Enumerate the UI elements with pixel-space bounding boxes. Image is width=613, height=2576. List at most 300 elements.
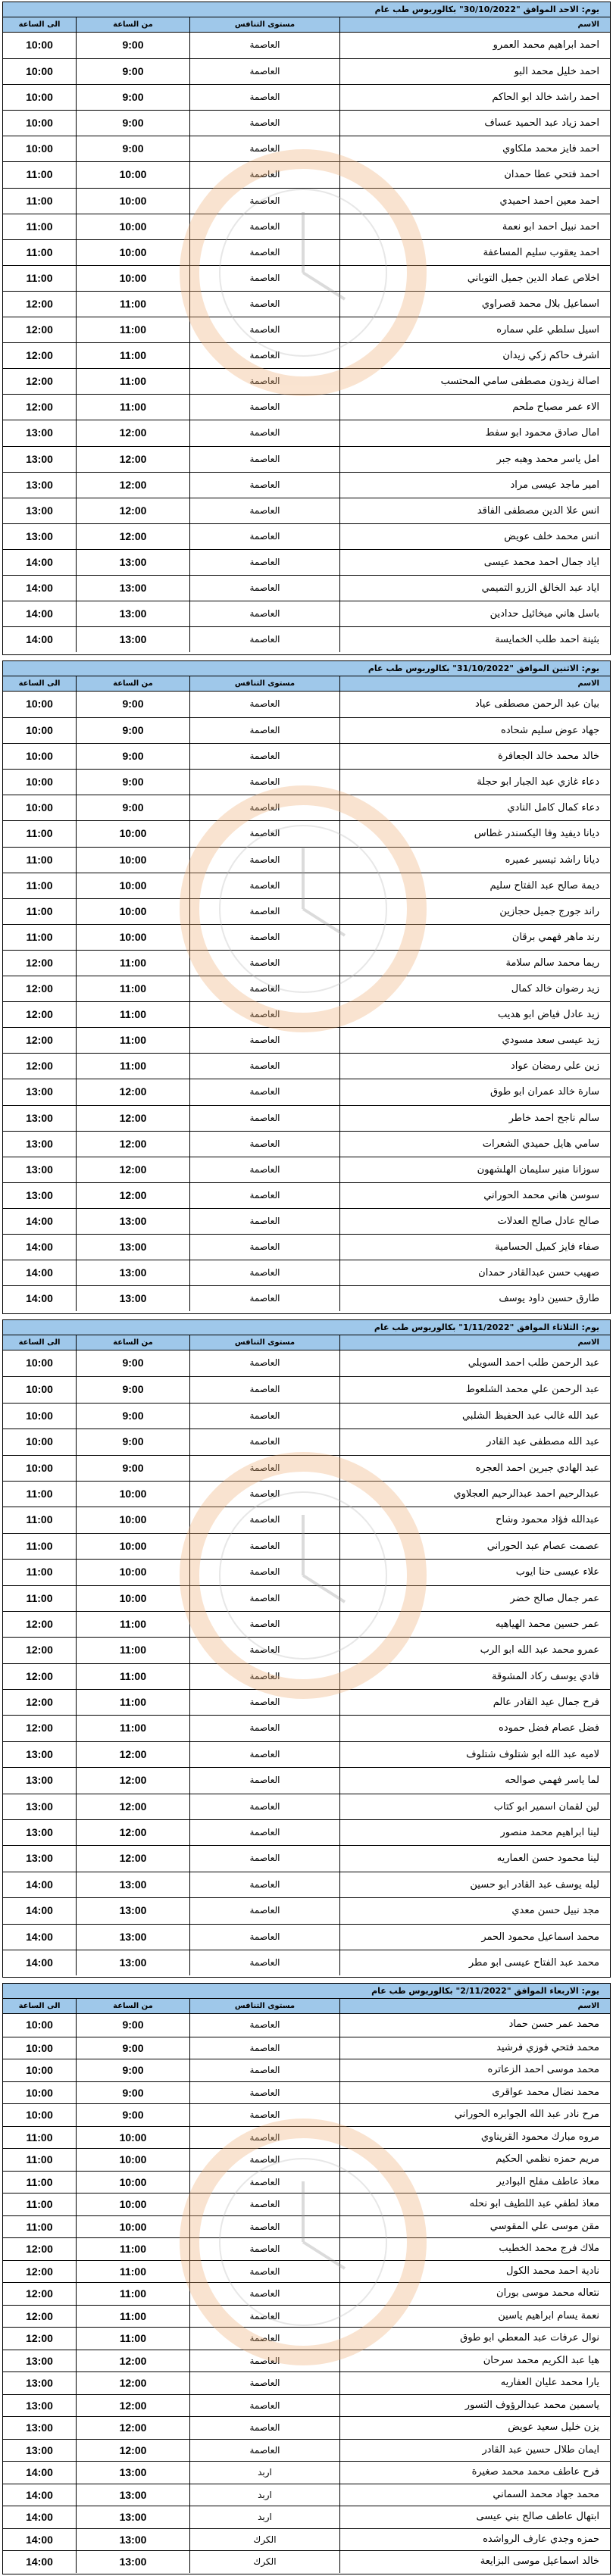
schedule-tuesday — [2, 1319, 611, 1978]
cell-from-time: 9:00 — [76, 33, 189, 58]
cell-level: العاصمة — [189, 2440, 339, 2462]
cell-name: رند ماهر فهمي برقان — [339, 925, 610, 950]
cell-level: العاصمة — [189, 899, 339, 924]
table-row — [3, 873, 610, 898]
cell-name: انس علا الدين مصطفى الفاقد — [339, 498, 610, 523]
cell-name: محمد عمر حسن حماد — [339, 2014, 610, 2037]
cell-to-time: 10:00 — [26, 698, 53, 710]
cell-level: العاصمة — [189, 2149, 339, 2171]
cell-name: مرح نادر عبد الله الجوابره الحوراني — [339, 2104, 610, 2126]
cell-level: العاصمة — [189, 2328, 339, 2350]
table-row — [3, 820, 610, 846]
cell-name: يزن خليل سعيد عويض — [339, 2417, 610, 2439]
cell-name: امير ماجد عيسى مراد — [339, 473, 610, 498]
cell-from-time: 10:00 — [76, 189, 189, 214]
cell-from-time: 12:00 — [76, 473, 189, 498]
cell-from-time: 12:00 — [76, 1183, 189, 1208]
cell-to-time: 13:00 — [26, 2443, 53, 2456]
table-row — [3, 2171, 610, 2194]
cell-to-time: 12:00 — [26, 2332, 53, 2344]
table-row — [3, 2126, 610, 2149]
cell-to-time: 12:00 — [26, 982, 53, 995]
cell-to-time: 11:00 — [26, 1539, 53, 1552]
cell-level: العاصمة — [189, 420, 339, 445]
cell-level: العاصمة — [189, 2082, 339, 2104]
cell-name: احمد نبيل احمد ابو نعمة — [339, 214, 610, 239]
cell-from-time: 12:00 — [76, 447, 189, 472]
cell-from-time: 11:00 — [76, 1716, 189, 1741]
cell-from-time: 11:00 — [76, 2328, 189, 2350]
cell-from-time: 10:00 — [76, 925, 189, 950]
table-row — [3, 1350, 610, 1376]
cell-to-time: 10:00 — [26, 1357, 53, 1369]
cell-name: هيا عبد الكريم محمد سرحان — [339, 2350, 610, 2372]
cell-level: العاصمة — [189, 240, 339, 265]
cell-level: العاصمة — [189, 1183, 339, 1208]
cell-level: العاصمة — [189, 2104, 339, 2126]
cell-to-time: 10:00 — [26, 1461, 53, 1474]
cell-to-time: 10:00 — [26, 750, 53, 763]
cell-level: العاصمة — [189, 1404, 339, 1429]
cell-from-time: 9:00 — [76, 1429, 189, 1454]
cell-from-time: 10:00 — [76, 214, 189, 239]
cell-from-time: 13:00 — [76, 1872, 189, 1897]
cell-from-time: 13:00 — [76, 2506, 189, 2528]
cell-from-time: 9:00 — [76, 744, 189, 769]
cell-level: العاصمة — [189, 1898, 339, 1923]
cell-name: محمد نضال محمد عواقرى — [339, 2082, 610, 2104]
cell-to-time: 13:00 — [26, 1188, 53, 1201]
cell-name: اياد عبد الخالق الزرو التميمي — [339, 576, 610, 601]
table-row — [3, 1611, 610, 1637]
table-row — [3, 1376, 610, 1402]
cell-level: العاصمة — [189, 1209, 339, 1234]
table-row — [3, 1794, 610, 1819]
cell-level: اربد — [189, 2462, 339, 2484]
cell-to-time: 10:00 — [26, 39, 53, 51]
table-row — [3, 626, 610, 652]
cell-level: العاصمة — [189, 2417, 339, 2439]
cell-to-time: 12:00 — [26, 2243, 53, 2255]
cell-to-time: 14:00 — [26, 1904, 53, 1917]
cell-level: العاصمة — [189, 343, 339, 368]
cell-name: امال صادق محمود ابو سفط — [339, 420, 610, 445]
cell-to-time: 13:00 — [26, 529, 53, 542]
cell-level: العاصمة — [189, 1612, 339, 1637]
cell-from-time: 11:00 — [76, 395, 189, 420]
table-row — [3, 2305, 610, 2328]
cell-name: ديانا ديفيد وفا اليكسندر غطاس — [339, 821, 610, 846]
cell-to-time: 13:00 — [26, 478, 53, 491]
cell-level: العاصمة — [189, 2306, 339, 2328]
cell-from-time: 13:00 — [76, 1235, 189, 1260]
cell-name: ابتهال عاطف صالح بني عيسى — [339, 2506, 610, 2528]
cell-from-time: 11:00 — [76, 317, 189, 342]
cell-to-time: 12:00 — [26, 349, 53, 362]
cell-name: سوسن هاني محمد الحوراني — [339, 1183, 610, 1208]
table-row — [3, 1637, 610, 1663]
table-row — [3, 2014, 610, 2037]
col-level: مستوى التنافس — [189, 1335, 339, 1350]
table-row — [3, 58, 610, 84]
table-row — [3, 2484, 610, 2506]
cell-from-time: 9:00 — [76, 718, 189, 743]
cell-from-time: 9:00 — [76, 85, 189, 110]
cell-from-time: 13:00 — [76, 2529, 189, 2551]
cell-from-time: 13:00 — [76, 601, 189, 626]
cell-to-time: 13:00 — [26, 1852, 53, 1865]
cell-from-time: 13:00 — [76, 1950, 189, 1975]
table-row — [3, 1403, 610, 1429]
cell-level: العاصمة — [189, 292, 339, 317]
table-row — [3, 898, 610, 924]
cell-from-time: 10:00 — [76, 873, 189, 898]
column-headers — [3, 17, 610, 33]
cell-to-time: 14:00 — [26, 1878, 53, 1891]
cell-level: العاصمة — [189, 2172, 339, 2194]
cell-name: خالد محمد خالد الجعافرة — [339, 744, 610, 769]
schedule-header — [3, 2, 610, 33]
cell-to-time: 10:00 — [26, 776, 53, 788]
cell-from-time: 9:00 — [76, 2014, 189, 2037]
cell-to-time: 14:00 — [26, 633, 53, 646]
cell-level: العاصمة — [189, 1079, 339, 1104]
cell-level: العاصمة — [189, 1456, 339, 1481]
cell-from-time: 13:00 — [76, 1286, 189, 1311]
col-name: الاسم — [339, 17, 610, 33]
cell-from-time: 12:00 — [76, 1079, 189, 1104]
table-row — [3, 847, 610, 873]
table-row — [3, 446, 610, 472]
col-level: مستوى التنافس — [189, 17, 339, 33]
cell-from-time: 9:00 — [76, 795, 189, 820]
cell-from-time: 12:00 — [76, 1132, 189, 1157]
cell-from-time: 9:00 — [76, 2059, 189, 2081]
cell-to-time: 10:00 — [26, 2109, 53, 2121]
cell-to-time: 12:00 — [26, 1644, 53, 1656]
cell-to-time: 14:00 — [26, 1214, 53, 1227]
cell-from-time: 10:00 — [76, 1586, 189, 1611]
table-row — [3, 110, 610, 136]
cell-to-time: 11:00 — [26, 879, 53, 891]
cell-name: ياسمين محمد عبدالرؤوف التسور — [339, 2395, 610, 2417]
table-row — [3, 2148, 610, 2171]
cell-level: الكرك — [189, 2551, 339, 2573]
cell-from-time: 9:00 — [76, 136, 189, 161]
cell-level: العاصمة — [189, 2037, 339, 2059]
table-row — [3, 2439, 610, 2462]
cell-name: محمد اسماعيل محمود الحمر — [339, 1925, 610, 1950]
cell-name: ديانا راشد تيسير عميره — [339, 848, 610, 873]
cell-level: العاصمة — [189, 1560, 339, 1585]
cell-level: العاصمة — [189, 718, 339, 743]
table-row — [3, 692, 610, 717]
cell-name: معاذ لطفي عبد اللطيف ابو نحله — [339, 2194, 610, 2215]
table-row — [3, 769, 610, 795]
schedule-header — [3, 1984, 610, 2014]
cell-level: العاصمة — [189, 1132, 339, 1157]
cell-level: العاصمة — [189, 2216, 339, 2238]
table-row — [3, 1182, 610, 1208]
table-row — [3, 1872, 610, 1897]
cell-to-time: 14:00 — [26, 2533, 53, 2546]
cell-to-time: 12:00 — [26, 1617, 53, 1630]
table-row — [3, 1208, 610, 1234]
table-row — [3, 1507, 610, 1532]
cell-level: العاصمة — [189, 1429, 339, 1454]
cell-from-time: 11:00 — [76, 343, 189, 368]
cell-level: العاصمة — [189, 1872, 339, 1897]
cell-from-time: 11:00 — [76, 951, 189, 976]
table-row — [3, 549, 610, 575]
cell-from-time: 13:00 — [76, 1260, 189, 1285]
cell-to-time: 10:00 — [26, 1435, 53, 1448]
table-row — [3, 2506, 610, 2528]
cell-to-time: 13:00 — [26, 2377, 53, 2389]
table-row — [3, 1157, 610, 1182]
cell-level: العاصمة — [189, 601, 339, 626]
cell-name: مروه مبارك محمود القريناوي — [339, 2127, 610, 2149]
cell-from-time: 12:00 — [76, 1794, 189, 1819]
cell-name: عبد الرحمن طلب احمد السويلي — [339, 1350, 610, 1376]
cell-from-time: 10:00 — [76, 1560, 189, 1585]
cell-from-time: 11:00 — [76, 1054, 189, 1079]
cell-to-time: 11:00 — [26, 1591, 53, 1604]
table-row — [3, 2037, 610, 2059]
cell-level: العاصمة — [189, 1377, 339, 1402]
cell-to-time: 11:00 — [26, 168, 53, 181]
cell-name: لينا محمود حسن العماريه — [339, 1846, 610, 1871]
table-row — [3, 1950, 610, 1975]
cell-level: العاصمة — [189, 925, 339, 950]
cell-from-time: 9:00 — [76, 2037, 189, 2059]
cell-to-time: 11:00 — [26, 2198, 53, 2210]
cell-level: العاصمة — [189, 1925, 339, 1950]
cell-name: بثينة احمد طلب الخمايسة — [339, 627, 610, 652]
cell-to-time: 12:00 — [26, 375, 53, 388]
cell-to-time: 10:00 — [26, 724, 53, 737]
cell-name: ديمة صالح عبد الفتاح سليم — [339, 873, 610, 898]
table-row — [3, 33, 610, 58]
cell-level: العاصمة — [189, 1690, 339, 1715]
cell-level: العاصمة — [189, 2014, 339, 2037]
cell-level: العاصمة — [189, 1286, 339, 1311]
cell-level: العاصمة — [189, 1742, 339, 1767]
cell-to-time: 11:00 — [26, 930, 53, 943]
table-row — [3, 2327, 610, 2350]
cell-level: العاصمة — [189, 2059, 339, 2081]
day-title: يوم: الاربعاء الموافق "2/11/2022" بكالوريوس طب عام — [371, 1986, 599, 1996]
cell-to-time: 11:00 — [26, 194, 53, 207]
cell-to-time: 14:00 — [26, 1266, 53, 1279]
cell-level: العاصمة — [189, 162, 339, 187]
cell-level: العاصمة — [189, 795, 339, 820]
cell-name: صالح عادل صالح العدلات — [339, 1209, 610, 1234]
cell-level: العاصمة — [189, 395, 339, 420]
table-row — [3, 342, 610, 368]
cell-to-time: 13:00 — [26, 1085, 53, 1098]
schedule-wednesday — [2, 1983, 611, 2574]
cell-from-time: 13:00 — [76, 550, 189, 575]
cell-level: العاصمة — [189, 1235, 339, 1260]
column-headers — [3, 1335, 610, 1350]
cell-name: لما ياسر فهمي صوالحه — [339, 1768, 610, 1793]
cell-to-time: 11:00 — [26, 2220, 53, 2233]
cell-level: العاصمة — [189, 1157, 339, 1182]
cell-from-time: 11:00 — [76, 2306, 189, 2328]
cell-from-time: 11:00 — [76, 1612, 189, 1637]
cell-from-time: 13:00 — [76, 1898, 189, 1923]
cell-level: العاصمة — [189, 1534, 339, 1559]
table-row — [3, 161, 610, 187]
cell-to-time: 10:00 — [26, 117, 53, 130]
schedule-rows — [3, 2014, 610, 2573]
cell-name: فرح عاطف محمد محمد صغيرة — [339, 2462, 610, 2484]
cell-level: العاصمة — [189, 1054, 339, 1079]
cell-to-time: 12:00 — [26, 1034, 53, 1047]
cell-to-time: 10:00 — [26, 65, 53, 78]
cell-from-time: 10:00 — [76, 899, 189, 924]
cell-to-time: 12:00 — [26, 2265, 53, 2278]
cell-level: العاصمة — [189, 1482, 339, 1507]
column-headers — [3, 676, 610, 692]
cell-level: العاصمة — [189, 2127, 339, 2149]
cell-level: العاصمة — [189, 266, 339, 291]
cell-to-time: 11:00 — [26, 271, 53, 284]
cell-name: مقن موسى علي المقوسي — [339, 2216, 610, 2238]
cell-name: انس محمد خلف عويض — [339, 524, 610, 549]
cell-name: ايمان طلال حسين عبد القادر — [339, 2440, 610, 2462]
cell-from-time: 12:00 — [76, 1820, 189, 1845]
cell-to-time: 11:00 — [26, 2175, 53, 2188]
cell-level: العاصمة — [189, 473, 339, 498]
cell-from-time: 13:00 — [76, 1209, 189, 1234]
cell-name: عمرو محمد عبد الله ابو الرب — [339, 1638, 610, 1663]
cell-from-time: 9:00 — [76, 2082, 189, 2104]
cell-level: العاصمة — [189, 873, 339, 898]
cell-from-time: 11:00 — [76, 1690, 189, 1715]
col-level: مستوى التنافس — [189, 1999, 339, 2014]
cell-name: فادي يوسف ركاد المشوقة — [339, 1664, 610, 1689]
cell-level: العاصمة — [189, 1768, 339, 1793]
cell-level: العاصمة — [189, 1846, 339, 1871]
cell-name: زيد عادل فياض ابو هديب — [339, 1002, 610, 1027]
col-from-time: من الساعة — [76, 17, 189, 33]
cell-from-time: 10:00 — [76, 848, 189, 873]
cell-name: دعاء غازي عبد الجبار ابو حجلة — [339, 770, 610, 795]
cell-from-time: 10:00 — [76, 240, 189, 265]
day-title: يوم: الثلاثاء الموافق "1/11/2022" بكالوريوس طب عام — [374, 1322, 599, 1332]
cell-level: العاصمة — [189, 1507, 339, 1532]
cell-from-time: 13:00 — [76, 1925, 189, 1950]
cell-from-time: 9:00 — [76, 2104, 189, 2126]
cell-name: الاء عمر مصباح ملحم — [339, 395, 610, 420]
cell-name: جهاد عوض سليم شحاده — [339, 718, 610, 743]
cell-from-time: 12:00 — [76, 2440, 189, 2462]
cell-from-time: 10:00 — [76, 162, 189, 187]
cell-from-time: 10:00 — [76, 1482, 189, 1507]
cell-name: طارق حسين داود يوسف — [339, 1286, 610, 1311]
table-row — [3, 1455, 610, 1481]
table-row — [3, 472, 610, 498]
cell-to-time: 12:00 — [26, 2287, 53, 2300]
cell-to-time: 12:00 — [26, 1696, 53, 1709]
cell-level: العاصمة — [189, 1664, 339, 1689]
col-to-time: الى الساعة — [18, 2002, 61, 2010]
cell-to-time: 12:00 — [26, 401, 53, 414]
cell-level: العاصمة — [189, 85, 339, 110]
cell-to-time: 14:00 — [26, 1956, 53, 1969]
table-row — [3, 2081, 610, 2104]
cell-to-time: 11:00 — [26, 245, 53, 258]
schedule-header — [3, 661, 610, 692]
cell-level: العاصمة — [189, 136, 339, 161]
cell-name: باسل هاني ميخائيل حدادين — [339, 601, 610, 626]
table-row — [3, 2350, 610, 2372]
table-row — [3, 317, 610, 342]
cell-name: معاذ عاطف مفلح البوادير — [339, 2172, 610, 2194]
cell-from-time: 10:00 — [76, 1534, 189, 1559]
cell-level: العاصمة — [189, 2194, 339, 2215]
cell-level: العاصمة — [189, 2372, 339, 2394]
table-row — [3, 1559, 610, 1585]
table-row — [3, 976, 610, 1001]
cell-from-time: 10:00 — [76, 266, 189, 291]
table-row — [3, 420, 610, 445]
col-to-time: الى الساعة — [18, 20, 61, 29]
cell-to-time: 12:00 — [26, 1722, 53, 1735]
cell-level: العاصمة — [189, 2283, 339, 2305]
table-row — [3, 1845, 610, 1871]
cell-name: صفاء فايز كميل الحسامية — [339, 1235, 610, 1260]
cell-name: لاميه عبد الله ابو شتلوف شتلوف — [339, 1742, 610, 1767]
cell-name: احمد خليل محمد البو — [339, 59, 610, 84]
cell-to-time: 14:00 — [26, 581, 53, 594]
cell-level: العاصمة — [189, 627, 339, 652]
cell-to-time: 13:00 — [26, 2399, 53, 2412]
table-row — [3, 498, 610, 523]
cell-from-time: 9:00 — [76, 111, 189, 136]
table-row — [3, 523, 610, 549]
cell-from-time: 11:00 — [76, 1664, 189, 1689]
table-row — [3, 1663, 610, 1689]
cell-to-time: 11:00 — [26, 1566, 53, 1578]
cell-level: العاصمة — [189, 1002, 339, 1027]
schedule-rows — [3, 33, 610, 652]
cell-name: احمد فتحي عطا حمدان — [339, 162, 610, 187]
schedule-rows — [3, 692, 610, 1311]
table-row — [3, 1285, 610, 1311]
cell-from-time: 9:00 — [76, 770, 189, 795]
col-from-time: من الساعة — [76, 1335, 189, 1350]
table-row — [3, 924, 610, 950]
cell-name: صهيب حسن عبدالقادر حمدان — [339, 1260, 610, 1285]
cell-from-time: 10:00 — [76, 2149, 189, 2171]
cell-to-time: 13:00 — [26, 1111, 53, 1124]
cell-from-time: 12:00 — [76, 498, 189, 523]
cell-level: العاصمة — [189, 1820, 339, 1845]
cell-to-time: 11:00 — [26, 853, 53, 866]
cell-from-time: 12:00 — [76, 2350, 189, 2372]
cell-to-time: 12:00 — [26, 323, 53, 336]
cell-name: احمد يعقوب سليم المساعفة — [339, 240, 610, 265]
table-row — [3, 1767, 610, 1793]
cell-level: العاصمة — [189, 692, 339, 717]
cell-level: العاصمة — [189, 317, 339, 342]
cell-level: العاصمة — [189, 447, 339, 472]
table-row — [3, 188, 610, 214]
cell-from-time: 11:00 — [76, 976, 189, 1001]
